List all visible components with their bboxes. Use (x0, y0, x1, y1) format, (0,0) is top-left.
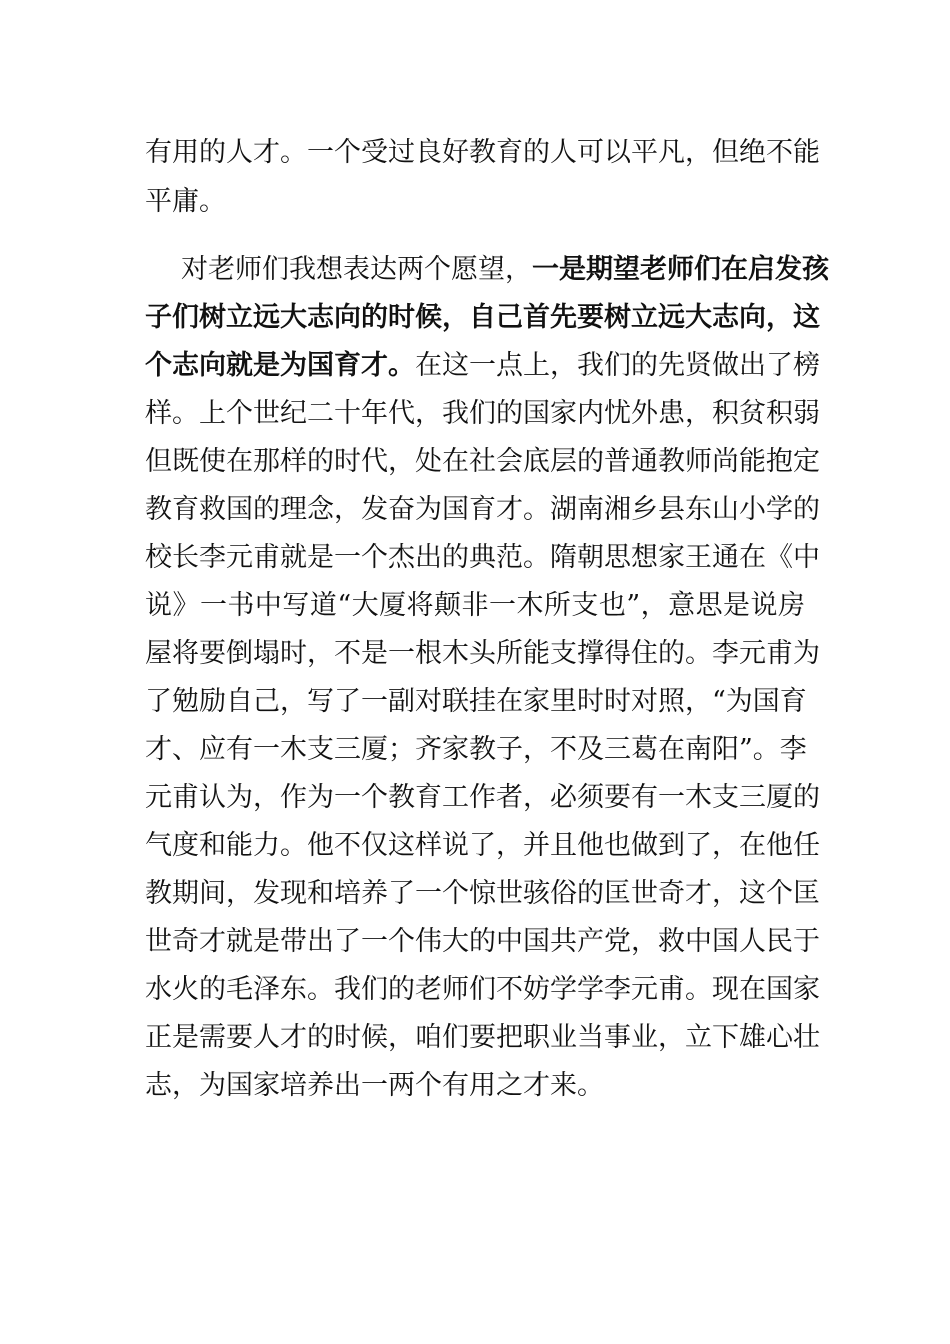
paragraph-2-line-11: 才、应有一木支三厦；齐家教子，不及三葛在南阳”。李 (145, 734, 807, 765)
paragraph-2-line-1 (181, 253, 829, 287)
paragraph-1-line-1: 有用的人才。一个受过良好教育的人可以平凡，但绝不能 (145, 137, 820, 168)
paragraph-2-line-3-bold: 个志向就是为国育才。 (145, 350, 415, 381)
paragraph-2-line-1-normal: 对老师们我想表达两个愿望， (181, 254, 532, 285)
paragraph-2-line-13: 气度和能力。他不仅这样说了，并且他也做到了，在他任 (145, 830, 820, 861)
paragraph-2-line-3-normal: 在这一点上，我们的先贤做出了榜 (415, 350, 820, 381)
paragraph-2-line-9: 屋将要倒塌时，不是一根木头所能支撑得住的。李元甫为 (145, 638, 820, 669)
paragraph-2-line-17: 正是需要人才的时候，咱们要把职业当事业，立下雄心壮 (145, 1022, 820, 1053)
paragraph-2-line-5: 但既使在那样的时代，处在社会底层的普通教师尚能抱定 (145, 446, 820, 477)
paragraph-2-line-10: 了勉励自己，写了一副对联挂在家里时时对照，“为国育 (145, 686, 807, 717)
paragraph-2-line-18: 志，为国家培养出一两个有用之才来。 (145, 1070, 604, 1101)
paragraph-2-line-2: 子们树立远大志向的时候，自己首先要树立远大志向，这 (145, 302, 820, 333)
paragraph-2-line-15: 世奇才就是带出了一个伟大的中国共产党，救中国人民于 (145, 926, 820, 957)
paragraph-2-line-1-bold: 一是期望老师们在启发孩 (532, 254, 829, 285)
paragraph-2-line-3 (145, 349, 820, 383)
paragraph-2-line-8: 说》一书中写道“大厦将颠非一木所支也”，意思是说房 (145, 590, 805, 621)
paragraph-2-line-4: 样。上个世纪二十年代，我们的国家内忧外患，积贫积弱 (145, 398, 820, 429)
paragraph-1-line-2: 平庸。 (145, 186, 226, 217)
paragraph-2-line-6: 教育救国的理念，发奋为国育才。湖南湘乡县东山小学的 (145, 494, 820, 525)
paragraph-2-line-12: 元甫认为，作为一个教育工作者，必须要有一木支三厦的 (145, 782, 820, 813)
paragraph-2-line-7: 校长李元甫就是一个杰出的典范。隋朝思想家王通在《中 (145, 542, 820, 573)
paragraph-2-line-16: 水火的毛泽东。我们的老师们不妨学学李元甫。现在国家 (145, 974, 820, 1005)
paragraph-2-line-14: 教期间，发现和培养了一个惊世骇俗的匡世奇才，这个匡 (145, 878, 820, 909)
